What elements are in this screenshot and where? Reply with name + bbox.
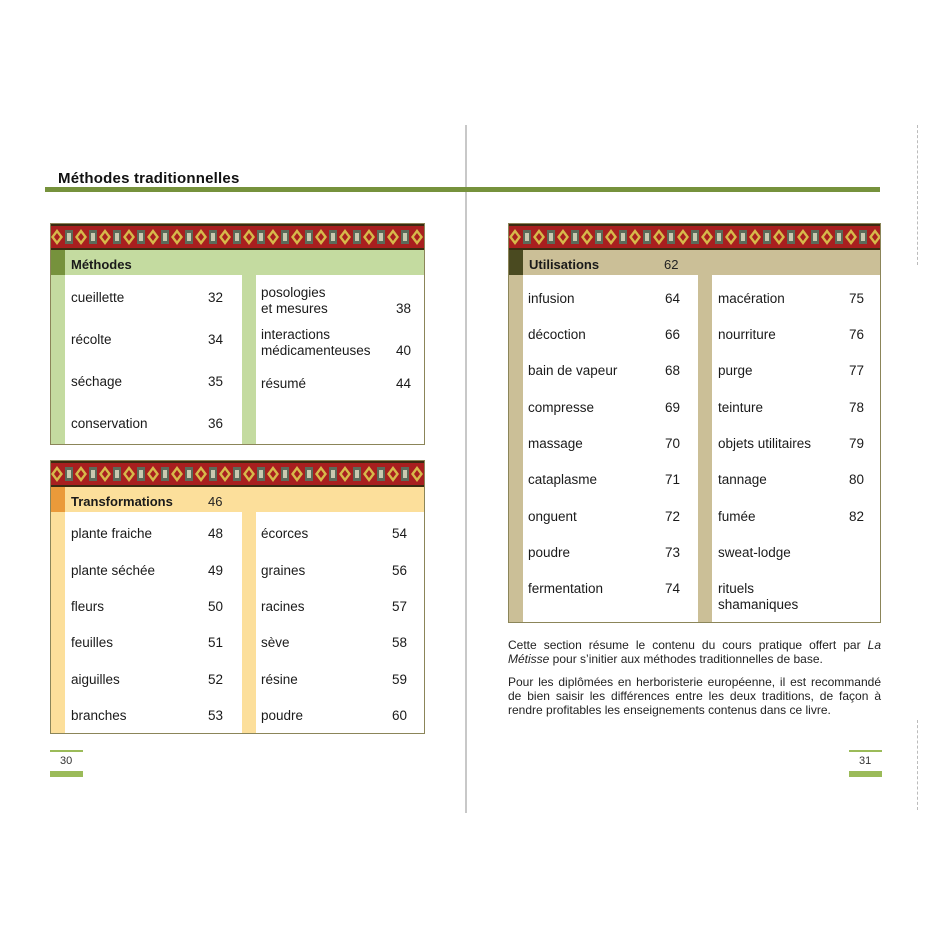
methodes-title: Méthodes xyxy=(71,257,132,272)
band-block-inner xyxy=(355,470,359,478)
index-entry[interactable]: cataplasme xyxy=(528,472,598,487)
index-entry[interactable]: sweat-lodge xyxy=(718,545,791,560)
page-number: 76 xyxy=(848,327,864,342)
index-entry[interactable]: cueillette xyxy=(71,290,125,305)
index-entry[interactable]: purge xyxy=(718,363,753,378)
index-entry[interactable]: résine xyxy=(261,672,298,687)
page-number-right: 31 xyxy=(859,755,872,767)
band-block-inner xyxy=(283,470,287,478)
page-number: 52 xyxy=(207,672,223,687)
page-number: 77 xyxy=(848,363,864,378)
index-entry[interactable] xyxy=(261,285,328,317)
band-block-inner xyxy=(813,233,817,241)
index-entry[interactable]: poudre xyxy=(528,545,571,560)
band-block-inner xyxy=(837,233,841,241)
page-number: 72 xyxy=(664,509,680,524)
methodes-tab xyxy=(51,250,65,275)
advice-paragraph: Pour les diplômées en herboristerie européenne, il est recommandé de bien saisir les différences entre les deux traditions, de façon à rendre profitables les enseignements contenus dans ce livre. xyxy=(508,675,881,717)
band-block-inner xyxy=(283,233,287,241)
intro-text-italic: La Métisse xyxy=(508,638,881,666)
page-edge-mark xyxy=(917,125,919,265)
index-entry-line1: rituels xyxy=(718,581,755,596)
page-number: 70 xyxy=(664,436,680,451)
band-block-inner xyxy=(861,233,865,241)
page-number: 82 xyxy=(848,509,864,524)
band-block-inner xyxy=(379,233,383,241)
page-number: 58 xyxy=(391,635,407,650)
index-entry[interactable]: onguent xyxy=(528,509,577,524)
intro-text-before: Cette section résume le contenu du cours pratique offert par xyxy=(508,638,868,652)
page-number: 73 xyxy=(664,545,680,560)
band-block-inner xyxy=(331,233,335,241)
utilisations-tab xyxy=(509,250,523,275)
index-entry[interactable]: écorces xyxy=(261,526,309,541)
page-number: 48 xyxy=(207,526,223,541)
utilisations-divider xyxy=(698,275,712,622)
index-entry-line2: shamaniques xyxy=(718,597,799,612)
band-block-inner xyxy=(549,233,553,241)
band-block-inner xyxy=(259,470,263,478)
decorative-band xyxy=(51,224,425,250)
transformations-box xyxy=(50,460,425,734)
index-entry[interactable]: fleurs xyxy=(71,599,105,614)
band-edge xyxy=(51,461,425,463)
index-entry-line1: posologies xyxy=(261,285,326,300)
page-number: 54 xyxy=(391,526,407,541)
index-entry-line1: interactions xyxy=(261,327,331,342)
utilisations-title: Utilisations xyxy=(529,257,600,272)
page-number: 38 xyxy=(395,301,411,316)
page-number: 75 xyxy=(848,291,864,306)
index-entry[interactable]: infusion xyxy=(528,291,575,306)
page-number: 35 xyxy=(207,374,223,389)
band-block-inner xyxy=(379,470,383,478)
band-block-inner xyxy=(259,233,263,241)
book-gutter xyxy=(465,125,467,813)
page-number: 49 xyxy=(207,563,223,578)
band-block-inner xyxy=(525,233,529,241)
index-entry[interactable]: teinture xyxy=(718,400,764,415)
index-entry[interactable]: feuilles xyxy=(71,635,114,650)
folio-rule-right xyxy=(849,750,882,752)
band-block-inner xyxy=(139,470,143,478)
band-block-inner xyxy=(597,233,601,241)
band-block-inner xyxy=(403,233,407,241)
methodes-divider xyxy=(242,275,256,444)
index-entry-line2: médicamenteuses xyxy=(261,343,371,358)
folio-rule-left xyxy=(50,750,83,752)
utilisations-page: 62 xyxy=(664,257,679,272)
band-block-inner xyxy=(307,470,311,478)
index-entry[interactable]: objets utilitaires xyxy=(718,436,812,451)
index-entry[interactable]: racines xyxy=(261,599,305,614)
page-number: 40 xyxy=(395,343,411,358)
band-block-inner xyxy=(91,470,95,478)
folio-bar-right xyxy=(849,771,882,777)
band-block-inner xyxy=(163,233,167,241)
index-entry[interactable]: récolte xyxy=(71,332,112,347)
band-block-inner xyxy=(67,470,71,478)
band-block-inner xyxy=(693,233,697,241)
band-block-inner xyxy=(211,233,215,241)
band-block-inner xyxy=(139,233,143,241)
index-entry-line1: résumé xyxy=(261,376,307,391)
band-block-inner xyxy=(765,233,769,241)
page-number: 60 xyxy=(391,708,407,723)
title-rule xyxy=(45,187,880,192)
band-block-inner xyxy=(187,470,191,478)
band-block-inner xyxy=(235,470,239,478)
index-entry[interactable]: fumée xyxy=(718,509,756,524)
page-number: 57 xyxy=(391,599,407,614)
page-number: 50 xyxy=(207,599,223,614)
band-block-inner xyxy=(355,233,359,241)
band-block-inner xyxy=(717,233,721,241)
utilisations-header xyxy=(509,250,880,275)
utilisations-box xyxy=(508,223,881,623)
index-entry[interactable]: tannage xyxy=(718,472,767,487)
page-number: 64 xyxy=(664,291,680,306)
index-entry[interactable]: séchage xyxy=(71,374,123,389)
page-number: 53 xyxy=(207,708,223,723)
band-block-inner xyxy=(163,470,167,478)
page-edge-mark xyxy=(917,720,919,810)
page-number: 71 xyxy=(664,472,680,487)
page-number: 68 xyxy=(664,363,680,378)
index-entry[interactable]: conservation xyxy=(71,416,148,431)
index-entry[interactable]: plante séchée xyxy=(71,563,156,578)
utilisations-side-strip xyxy=(509,275,523,622)
index-entry[interactable]: plante fraiche xyxy=(71,526,153,541)
band-block-inner xyxy=(115,470,119,478)
band-edge xyxy=(509,224,881,226)
page-title: Méthodes traditionnelles xyxy=(58,170,240,187)
band-block-inner xyxy=(573,233,577,241)
index-entry[interactable]: aiguilles xyxy=(71,672,120,687)
band-block-inner xyxy=(621,233,625,241)
index-entry[interactable]: poudre xyxy=(261,708,304,723)
transformations-page: 46 xyxy=(208,494,223,509)
methodes-side-strip xyxy=(51,275,65,444)
page-number: 44 xyxy=(395,376,411,391)
band-block-inner xyxy=(789,233,793,241)
index-entry[interactable]: branches xyxy=(71,708,127,723)
band-block-inner xyxy=(403,470,407,478)
transformations-side-strip xyxy=(51,512,65,733)
page-number: 78 xyxy=(848,400,864,415)
page-number: 59 xyxy=(391,672,407,687)
decorative-band xyxy=(51,461,425,487)
page-number-left: 30 xyxy=(60,755,73,767)
intro-text-after: pour s’initier aux méthodes traditionnelles de base. xyxy=(549,652,823,666)
band-edge xyxy=(51,224,425,226)
methodes-header xyxy=(51,250,424,275)
page-number: 34 xyxy=(207,332,223,347)
band-block-inner xyxy=(669,233,673,241)
index-entry[interactable]: décoction xyxy=(528,327,586,342)
folio-bar-left xyxy=(50,771,83,777)
page-number: 74 xyxy=(664,581,680,596)
page-number: 66 xyxy=(664,327,680,342)
page-number: 79 xyxy=(848,436,864,451)
index-entry[interactable]: massage xyxy=(528,436,583,451)
index-entry[interactable] xyxy=(718,581,798,613)
index-entry[interactable]: sève xyxy=(261,635,290,650)
decorative-band xyxy=(509,224,881,250)
page-number: 32 xyxy=(207,290,223,305)
transformations-tab xyxy=(51,487,65,512)
band-block-inner xyxy=(235,233,239,241)
index-entry[interactable]: macération xyxy=(718,291,785,306)
band-block-inner xyxy=(645,233,649,241)
page-number: 51 xyxy=(207,635,223,650)
band-block-inner xyxy=(91,233,95,241)
index-entry[interactable]: bain de vapeur xyxy=(528,363,618,378)
band-block-inner xyxy=(331,470,335,478)
index-entry[interactable]: compresse xyxy=(528,400,595,415)
index-entry[interactable] xyxy=(261,376,306,392)
band-block-inner xyxy=(115,233,119,241)
page-number: 69 xyxy=(664,400,680,415)
band-block-inner xyxy=(67,233,71,241)
page-number: 80 xyxy=(848,472,864,487)
transformations-divider xyxy=(242,512,256,733)
index-entry[interactable]: nourriture xyxy=(718,327,776,342)
page-number: 36 xyxy=(207,416,223,431)
page-number: 56 xyxy=(391,563,407,578)
band-block-inner xyxy=(187,233,191,241)
band-block-inner xyxy=(741,233,745,241)
band-block-inner xyxy=(211,470,215,478)
methodes-box xyxy=(50,223,425,445)
transformations-title: Transformations xyxy=(71,494,173,509)
index-entry[interactable] xyxy=(261,327,371,359)
index-entry-line2: et mesures xyxy=(261,301,328,316)
intro-paragraph xyxy=(508,638,881,666)
index-entry[interactable]: graines xyxy=(261,563,306,578)
band-block-inner xyxy=(307,233,311,241)
transformations-header xyxy=(51,487,424,512)
index-entry[interactable]: fermentation xyxy=(528,581,604,596)
